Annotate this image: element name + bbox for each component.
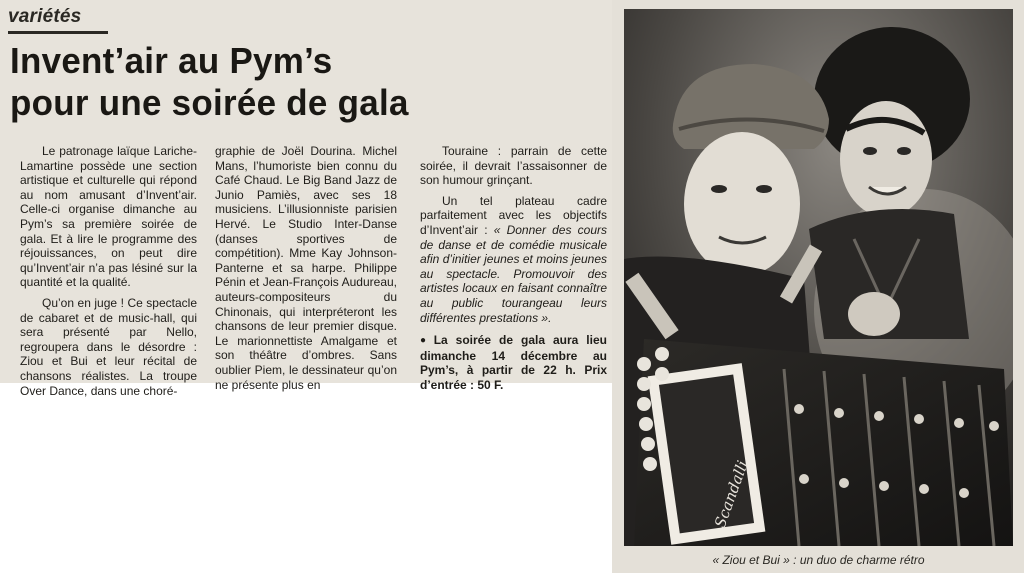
photo-caption: « Ziou et Bui » : un duo de charme rétro [712,553,925,567]
practical-info-text: La soirée de gala aura lieu dimanche 14 décembre au Pym’s, à partir de 22 h. Prix d’entrée : 50 F. [420,333,607,392]
article-column-1 [20,144,197,398]
paragraph: Qu’on en juge ! Ce spectacle de cabaret et de music-hall, qui sera présenté par Nello, regroupera dans le désordre : Ziou et Bui et leur récital de chansons réalistes. La troupe Over Dance, dans une choré- [20,295,197,398]
practical-info [420,333,607,392]
rubric-underline [8,31,108,34]
headline-line-2: pour une soirée de gala [10,82,409,123]
headline-line-1: Invent’air au Pym’s [10,40,333,81]
bullet-icon: ● [420,335,431,347]
accordion [634,339,1013,546]
objectives-quote: « Donner des cours de danse et de comédie musicale afin d’initier jeunes et moins jeunes au spectacle. Promouvoir des artistes locaux en faisant connaître au public tourangeau leurs différentes prestations ». [420,222,607,325]
section-rubric: variétés [8,6,82,27]
paragraph [420,194,607,325]
paragraph: Touraine : parrain de cette soirée, il devrait l’assaisonner de son humour grinçant. [420,144,607,188]
article-headline [10,40,582,124]
article-column-3 [420,144,607,393]
paragraph: Le patronage laïque Lariche-Lamartine possède une section artistique et culturelle qui répond au nom amusant d’Invent’air. Celle-ci organise dimanche au Pym’s sa première soirée de gala. Et à lire le programme des réjouissances, on peut dire qu’Invent’air n’a pas lésiné sur la quantité et la qualité. [20,144,197,290]
accordion-brand-text: Scandalli [710,458,752,531]
paragraph-lead: Un tel plateau cadre parfaitement avec les objectifs d’Invent’air : [420,193,607,237]
duo-photo [624,9,1013,546]
article-column-2 [215,144,397,392]
paragraph: graphie de Joël Dourina. Michel Mans, l’humoriste bien connu du Café Chaud. Le Big Band Jazz de Junio Pamiès, avec ses 18 musiciens. L’illusionniste parisien Hervé. Le Studio Inter-Danse (danses sportives de compétition). Mme Kay Johnson-Panterne et sa harpe. Philippe Pénin et Jean-François Audureau, auteurs-compositeurs du Chinonais, qui interpréteront les chansons de leur premier disque. Le marionnettiste Amalgame et son théâtre d’ombres. Sans oublier Piem, le dessinateur qu’on ne présente plus en [215,144,397,392]
photo-illustration [624,9,1013,546]
